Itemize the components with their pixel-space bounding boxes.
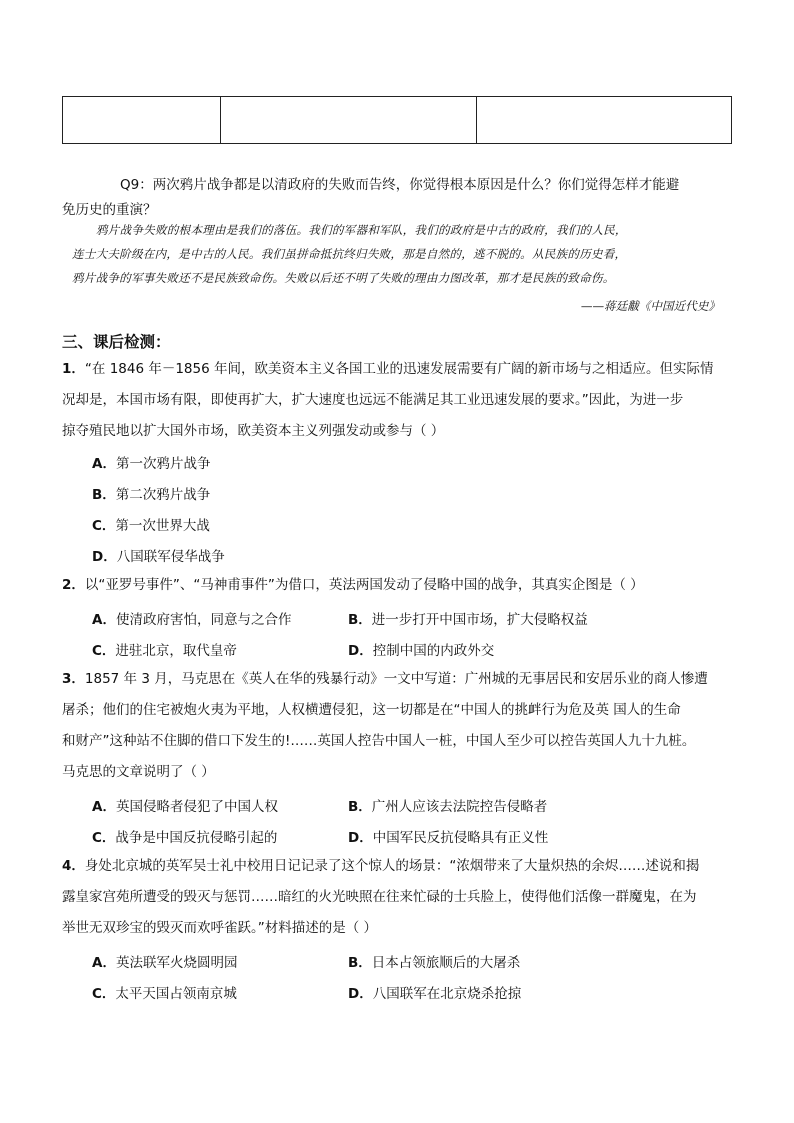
option-text: 使清政府害怕，同意与之合作 xyxy=(115,612,292,628)
option-letter: A． xyxy=(92,456,116,472)
option-1c[interactable] xyxy=(92,514,210,534)
option-letter: C． xyxy=(92,643,116,659)
question-line xyxy=(62,354,734,385)
option-letter: D． xyxy=(348,986,373,1002)
question-line: 况却是，本国市场有限，即使再扩大，扩大速度也远远不能满足其工业迅速发展的要求。”因此，为进一步 xyxy=(62,392,684,408)
question-line: 和财产”这种站不住脚的借口下发生的!……英国人控告中国人一桩，中国人至少可以控告英国人九十九桩。 xyxy=(62,733,696,749)
option-1b[interactable] xyxy=(92,483,210,503)
option-letter: A． xyxy=(92,612,116,628)
option-letter: B． xyxy=(348,955,372,971)
option-3c[interactable] xyxy=(92,826,277,846)
option-letter: C． xyxy=(92,830,116,846)
quote-line: 鸦片战争的军事失败还不是民族致命伤。失败以后还不明了失败的理由力图改革，那才是民族的致命伤。 xyxy=(72,271,615,285)
option-4d[interactable] xyxy=(348,982,521,1002)
option-text: 英国侵略者侵犯了中国人权 xyxy=(115,799,278,815)
option-letter: D． xyxy=(348,643,373,659)
option-letter: B． xyxy=(348,612,372,628)
option-1d[interactable] xyxy=(92,545,225,565)
option-text: 第二次鸦片战争 xyxy=(115,487,211,503)
question-4 xyxy=(62,851,734,944)
question-3 xyxy=(62,664,734,788)
question-line xyxy=(62,851,734,882)
question-number: 1． xyxy=(62,361,85,377)
table-row xyxy=(63,97,732,144)
option-text: 英法联军火烧圆明园 xyxy=(115,955,238,971)
option-letter: D． xyxy=(92,549,117,565)
question-1 xyxy=(62,354,734,447)
option-letter: A． xyxy=(92,799,116,815)
option-letter: D． xyxy=(348,830,373,846)
q9-prompt-line: Q9：两次鸦片战争都是以清政府的失败而告终，你觉得根本原因是什么？你们觉得怎样才能避 xyxy=(120,177,680,193)
option-4b[interactable] xyxy=(348,951,520,971)
option-text: 太平天国占领南京城 xyxy=(115,986,237,1002)
question-text: 以“亚罗号事件”、“马神甫事件”为借口，英法两国发动了侵略中国的战争，其真实企图是（ ） xyxy=(84,577,644,593)
option-text: 中国军民反抗侵略具有正义性 xyxy=(372,830,549,846)
option-1a[interactable] xyxy=(92,452,210,472)
question-line: 马克思的文章说明了（ ） xyxy=(62,764,215,780)
option-letter: A． xyxy=(92,955,116,971)
option-text: 八国联军侵华战争 xyxy=(116,549,225,565)
option-text: 第一次世界大战 xyxy=(115,518,210,534)
option-letter: B． xyxy=(348,799,372,815)
option-text: 日本占领旅顺后的大屠杀 xyxy=(371,955,521,971)
quote-line: 鸦片战争失败的根本理由是我们的落伍。我们的军器和军队，我们的政府是中古的政府，我们的人民， xyxy=(96,223,627,237)
question-text: “在 1846 年－1856 年间，欧美资本主义各国工业的迅速发展需要有广阔的新市场与之相适应。但实际情 xyxy=(84,361,714,377)
question-text: 身处北京城的英军吴士礼中校用日记记录了这个惊人的场景：“浓烟带来了大量炽热的余烬……述说和揭 xyxy=(84,858,700,874)
table-cell xyxy=(477,97,732,144)
question-line: 掠夺殖民地以扩大国外市场，欧美资本主义列强发动或参与（ ） xyxy=(62,423,445,439)
question-number: 2． xyxy=(62,577,85,593)
option-4a[interactable] xyxy=(92,951,237,971)
option-2d[interactable] xyxy=(348,639,494,659)
option-text: 第一次鸦片战争 xyxy=(115,456,211,472)
question-line xyxy=(62,570,734,601)
question-number: 4． xyxy=(62,858,85,874)
option-3a[interactable] xyxy=(92,795,278,815)
option-text: 八国联军在北京烧杀抢掠 xyxy=(372,986,522,1002)
table-cell xyxy=(221,97,477,144)
question-2 xyxy=(62,570,734,601)
question-line: 举世无双珍宝的毁灭而欢呼雀跃。”材料描述的是（ ） xyxy=(62,920,378,936)
section-title: 三、课后检测： xyxy=(62,333,171,351)
option-2c[interactable] xyxy=(92,639,237,659)
question-text: 1857 年 3 月，马克思在《英人在华的残暴行动》一文中写道：广州城的无事居民和安居乐业的商人惨遭 xyxy=(84,671,708,687)
option-text: 广州人应该去法院控告侵略者 xyxy=(371,799,548,815)
option-text: 战争是中国反抗侵略引起的 xyxy=(115,830,278,846)
option-2b[interactable] xyxy=(348,608,588,628)
option-4c[interactable] xyxy=(92,982,237,1002)
quote-source: ——蒋廷黻《中国近代史》 xyxy=(580,299,720,313)
table-cell xyxy=(63,97,221,144)
question-number: 3． xyxy=(62,671,85,687)
quote-line: 连士大夫阶级在内，是中古的人民。我们虽拼命抵抗终归失败，那是自然的，逃不脱的。从民族的历史看， xyxy=(72,247,627,261)
q9-prompt-line: 免历史的重演？ xyxy=(62,202,157,218)
option-3d[interactable] xyxy=(348,826,548,846)
q9-prompt xyxy=(62,173,732,223)
option-text: 进驻北京，取代皇帝 xyxy=(115,643,237,659)
option-text: 控制中国的内政外交 xyxy=(372,643,495,659)
question-line xyxy=(62,664,734,695)
option-text: 进一步打开中国市场，扩大侵略权益 xyxy=(371,612,588,628)
option-letter: C． xyxy=(92,518,116,534)
option-letter: B． xyxy=(92,487,116,503)
question-line: 屠杀；他们的住宅被炮火夷为平地，人权横遭侵犯，这一切都是在“中国人的挑衅行为危及英 国人的生命 xyxy=(62,702,681,718)
q9-quote xyxy=(72,218,732,290)
answer-table xyxy=(62,96,732,144)
option-3b[interactable] xyxy=(348,795,547,815)
option-2a[interactable] xyxy=(92,608,291,628)
option-letter: C． xyxy=(92,986,116,1002)
question-line: 露皇家宫苑所遭受的毁灭与惩罚……暗红的火光映照在往来忙碌的士兵脸上，使得他们活像一群魔鬼，在为 xyxy=(62,889,697,905)
